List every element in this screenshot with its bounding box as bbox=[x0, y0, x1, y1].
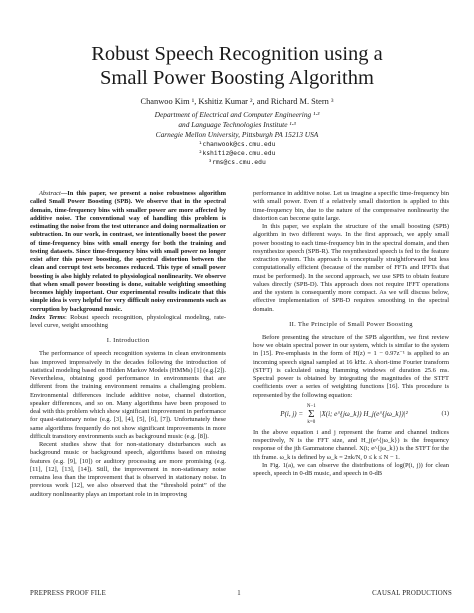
equation-rhs: |X(i; e^{jω_k}) H_j(e^{jω_k})|² bbox=[319, 409, 408, 418]
email-line: ¹chanwook@cs.cmu.edu bbox=[198, 140, 276, 148]
page-number: 1 bbox=[237, 590, 241, 597]
paragraph: performance in additive noise. Let us imagine a specific time-frequency bin with small power. Even if a relatively small distortion is applied to this time-frequency bin, due to the nature of the compressive nonlinearity the distortion can become quite large. bbox=[253, 190, 449, 222]
right-column bbox=[253, 190, 449, 478]
author-list: Chanwoo Kim ¹, Kshitiz Kumar ², and Richard M. Stern ³ bbox=[140, 97, 334, 106]
footer-left: PREPRESS PROOF FILE bbox=[30, 590, 106, 597]
section-heading-principle: II. The Principle of Small Power Boosting bbox=[289, 320, 413, 328]
paragraph: Before presenting the structure of the SPB algorithm, we first review how we obtain spectral power in our system, which is similar to the system in [15]. Pre-emphasis in the form of H(z) = 1 − 0.97z⁻¹ is applied to an incoming speech signal sampled at 16 kHz. A short-time Fourier transform (STFT) is calculated using Hamming windows of duration 25.6 ms. Spectral power is obtained by integrating the magnitudes of the STFT coefficients over a series of weighting functions [16]. This procedure is represented by the following equation: bbox=[253, 333, 449, 399]
affiliation bbox=[0, 110, 474, 140]
email-line: ²kshitiz@ece.cmu.edu bbox=[198, 149, 276, 157]
equation-lhs: P(i, j) = bbox=[280, 409, 304, 418]
paragraph: In this paper, we explain the structure of the small boosting (SPB) algorithm in two different ways. In the first approach, we apply small power boosting to each time-frequency bin in the spectral domain, and then resynthesize speech (SPB-R). The resynthesized speech is fed to the feature extraction system. This approach is conceptually straightforward but less computationally efficient (because of the number of FFTs and IFFTs that must be performed). In the second approach, we use SPB to obtain feature values directly (SPB-D). This approach does not require IFFT operations and the system is consequently more compact. As we will discuss below, effective implementation of SPB-D requires smoothing in the spectral domain. bbox=[253, 223, 449, 313]
abstract-text: —In this paper, we present a noise robustness algorithm called Small Power Boosting (SPB). We observe that in the spectral domain, time-frequency bins with smaller power are more affected by additive noise. The conventional way of handling this problem is estimating the noise from the test utterance and doing normalization or subtraction. In our work, in contrast, we intentionally boost the power of time-frequency bins with small energy for both the training and testing datasets. Since time-frequency bins with small power no longer exist after this power boosting, the spectral distortion between the clean and corrupt test sets becomes reduced. This type of small power boosting is also highly related to physiological nonlinearity. We observe that when small power boosting is done, suitable weighting smoothing becomes highly important. Our experimental results indicate that this simple idea is very helpful for very difficult noisy environments such as corruption by background music. bbox=[30, 190, 226, 313]
index-terms-text: : Robust speech recognition, physiological modeling, rate-level curve, weight smoothing bbox=[30, 313, 226, 329]
page-footer bbox=[30, 590, 452, 597]
summation-lower: k=0 bbox=[307, 419, 316, 425]
affiliation-line: Carnegie Mellon University, Pittsburgh PA 15213 USA bbox=[155, 130, 319, 139]
equation-1 bbox=[253, 404, 449, 425]
title-line-1: Robust Speech Recognition using a bbox=[91, 43, 383, 65]
index-terms-label: Index Terms bbox=[30, 313, 65, 321]
index-terms bbox=[30, 314, 226, 331]
affiliation-line: and Language Technologies Institute ¹·³ bbox=[178, 120, 296, 129]
abstract bbox=[30, 190, 226, 314]
email-list bbox=[0, 140, 474, 167]
paragraph: In Fig. 1(a), we can observe the distributions of log(P(i, j)) for clean speech, speech in 0-dB music, and speech in 0-dB bbox=[253, 461, 449, 477]
title-line-2: Small Power Boosting Algorithm bbox=[100, 67, 374, 89]
left-column bbox=[30, 190, 226, 499]
equation-body bbox=[253, 404, 435, 425]
section-heading-introduction: I. Introduction bbox=[106, 337, 150, 345]
email-line: ³rms@cs.cmu.edu bbox=[208, 158, 266, 166]
paper-title bbox=[0, 42, 474, 90]
equation-number: (1) bbox=[441, 410, 449, 418]
paragraph: Recent studies show that for non-stationary disturbances such as background music or background speech, algorithms based on missing features (e.g. [9], [10]) or auditory processing are more promising (e.g. [11], [12], [13], [14]). Still, the improvement in non-stationary noise remains less than the improvement that is observed in stationary noise. In previous work [12], we also observed that the “threshold point” of the auditory nonlinearity plays an important role in in improving bbox=[30, 441, 226, 498]
paragraph: In the above equation i and j represent the frame and channel indices respectively, N is the FFT size, and H_j(e^{jω_k}) is the frequency response of the jth Gammatone channel. X(i; e^{jω_k}) is the STFT for the ith frame. ω_k is defined by ω_k = 2πk/N, 0 ≤ k ≤ N − 1. bbox=[253, 428, 449, 461]
summation-upper: N−1 bbox=[306, 403, 316, 409]
paragraph: The performance of speech recognition systems in clean environments has improved impressively in the decades following the introduction of statistical modeling based on Hidden Markov Models (HMMs) [1] (e.g.[2]). Nevertheless, obtaining good performance in environments that are different from the training environment remains a challenging problem. Environmental differences include additive noise, channel distortion, speaker differences, and so on. Many algorithms have been proposed to deal with this problem which show significant improvement in performance for quasi-stationary noise (e.g. [3], [4], [5], [6], [7]). Unfortunately these same algorithms frequently do not show significant improvements in more difficult transitory environments such as background music (e.g. [8]). bbox=[30, 350, 226, 440]
footer-right: CAUSAL PRODUCTIONS bbox=[372, 590, 452, 597]
abstract-label: Abstract bbox=[39, 190, 61, 197]
affiliation-line: Department of Electrical and Computer Engineering ¹·³ bbox=[154, 110, 320, 119]
summation-symbol: N−1 Σ k=0 bbox=[306, 403, 316, 425]
